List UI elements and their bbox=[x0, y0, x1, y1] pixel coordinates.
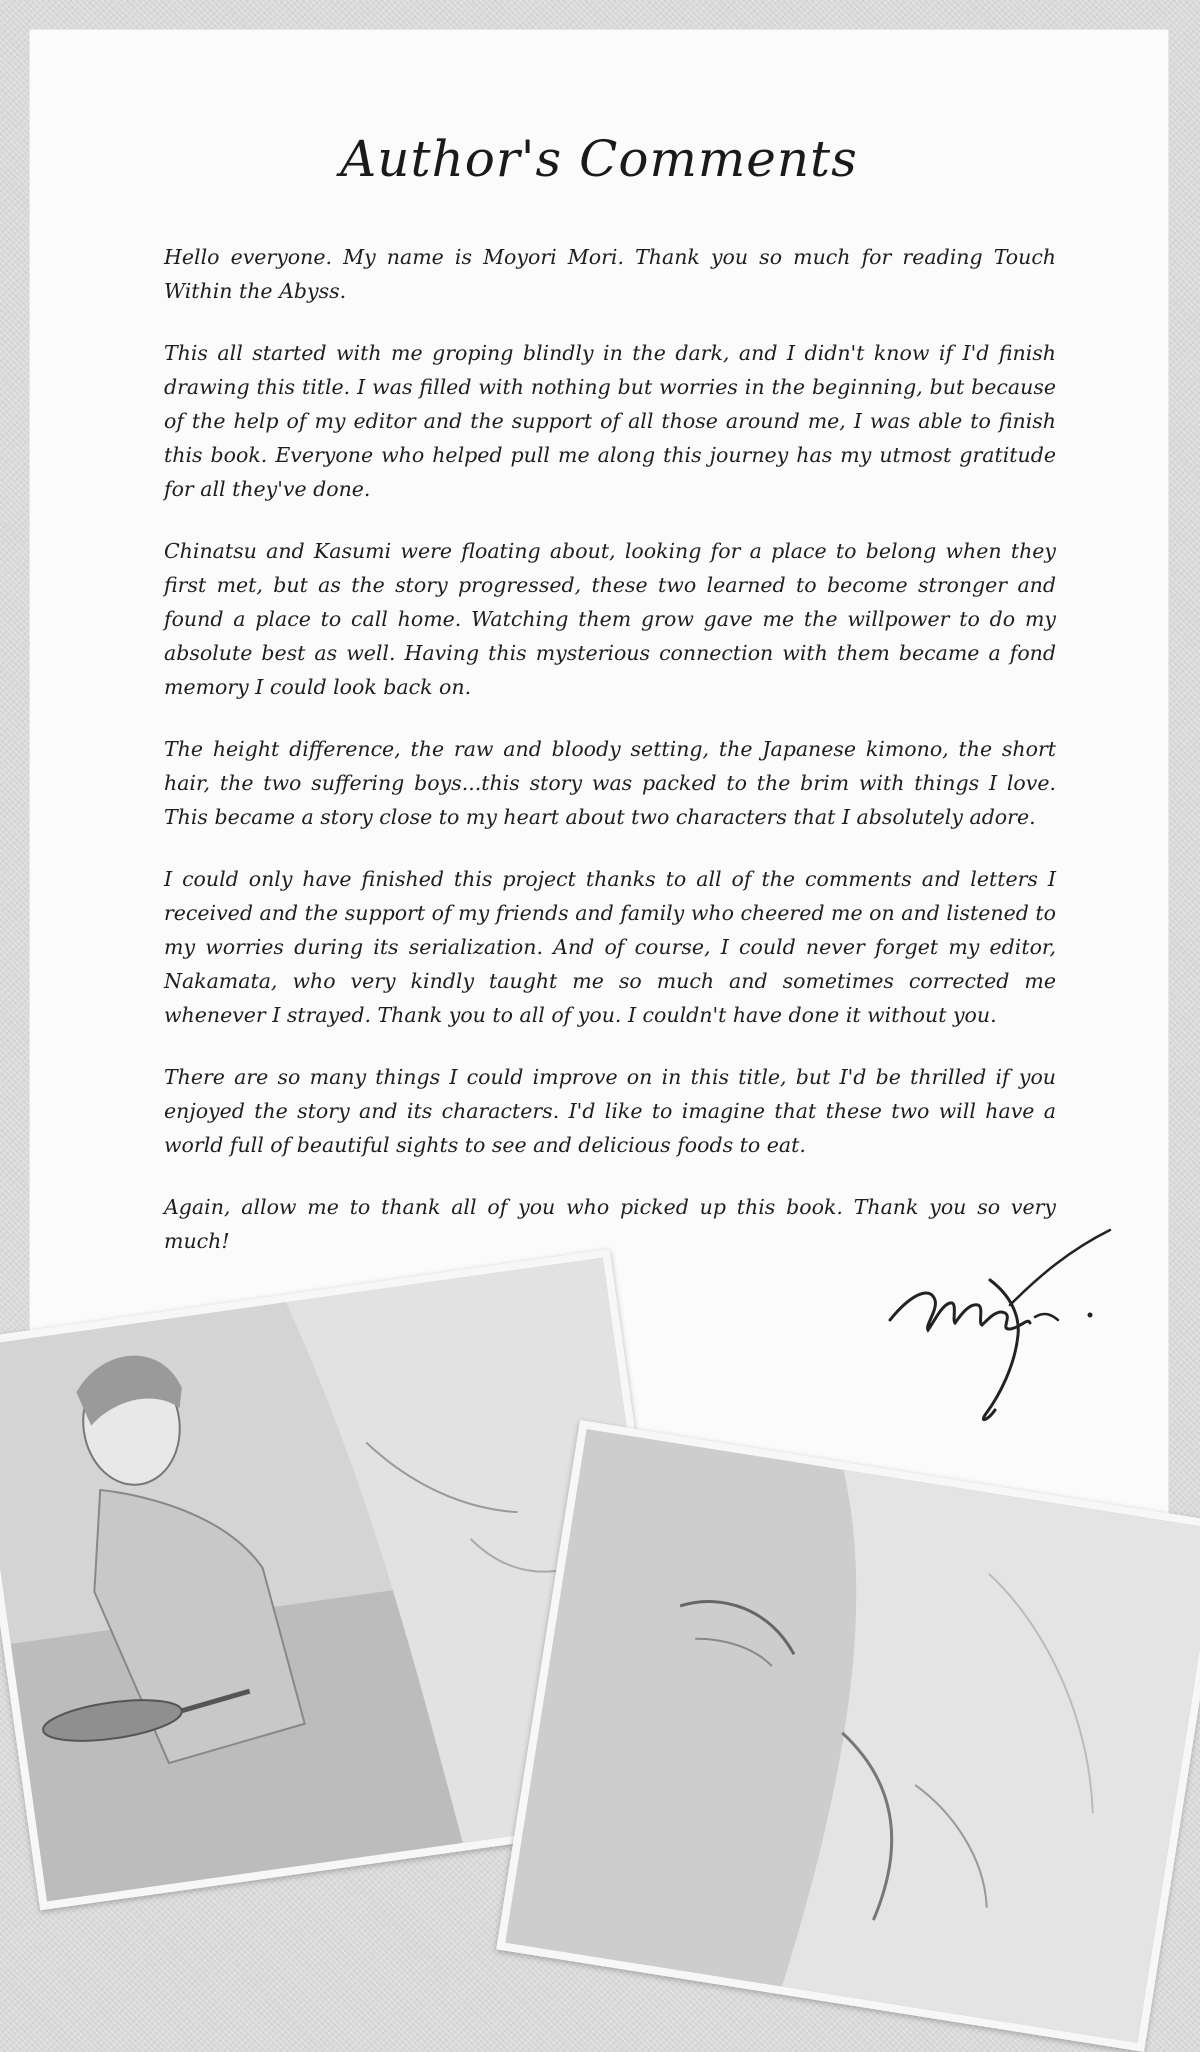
paragraph-6: There are so many things I could improve on in this title, but I'd be thrilled if you enjoyed the story and its characters. I'd like to imagine that these two will have a world full of beautiful sights to see and delicious foods to eat. bbox=[164, 1065, 1056, 1157]
illustration-photo-right bbox=[496, 1420, 1200, 2052]
paragraph-7: Again, allow me to thank all of you who picked up this book. Thank you so very much! bbox=[164, 1195, 1056, 1253]
paragraph-3: Chinatsu and Kasumi were floating about, looking for a place to belong when they first met, but as the story progressed, these two learned to become stronger and found a place to call home. Watching them grow gave me the willpower to do my absolute best as well. Having this mysterious connection with them became a fond memory I could look back on. bbox=[164, 539, 1056, 699]
paragraph-5: I could only have finished this project thanks to all of the comments and letters I received and the support of my friends and family who cheered me on and listened to my worries during its serialization. And of course, I could never forget my editor, Nakamata, who very kindly taught me so much and sometimes corrected me whenever I strayed. Thank you to all of you. I couldn't have done it without you. bbox=[164, 867, 1056, 1027]
paragraph-2: This all started with me groping blindly in the dark, and I didn't know if I'd finish drawing this title. I was filled with nothing but worries in the beginning, but because of the help of my editor and the support of all those around me, I was able to finish this book. Everyone who helped pull me along this journey has my utmost gratitude for all they've done. bbox=[164, 341, 1056, 501]
page-title: Author's Comments bbox=[340, 130, 858, 188]
paragraph-1-text: Hello everyone. My name is Moyori Mori. Thank you so much for reading bbox=[164, 245, 994, 269]
paragraph-1 bbox=[164, 240, 1056, 308]
paragraph-1-tail: . bbox=[339, 279, 347, 303]
author-signature bbox=[880, 1225, 1120, 1445]
illustration-sketch-right bbox=[505, 1429, 1200, 2043]
paragraph-4: The height difference, the raw and bloody setting, the Japanese kimono, the short hair, the two suffering boys...this story was packed to the brim with things I love. This became a story close to my heart about two characters that I absolutely adore. bbox=[164, 737, 1056, 829]
comments-body bbox=[164, 240, 1056, 1286]
book-title-emphasis: Touch Within the Abyss bbox=[164, 245, 1056, 303]
